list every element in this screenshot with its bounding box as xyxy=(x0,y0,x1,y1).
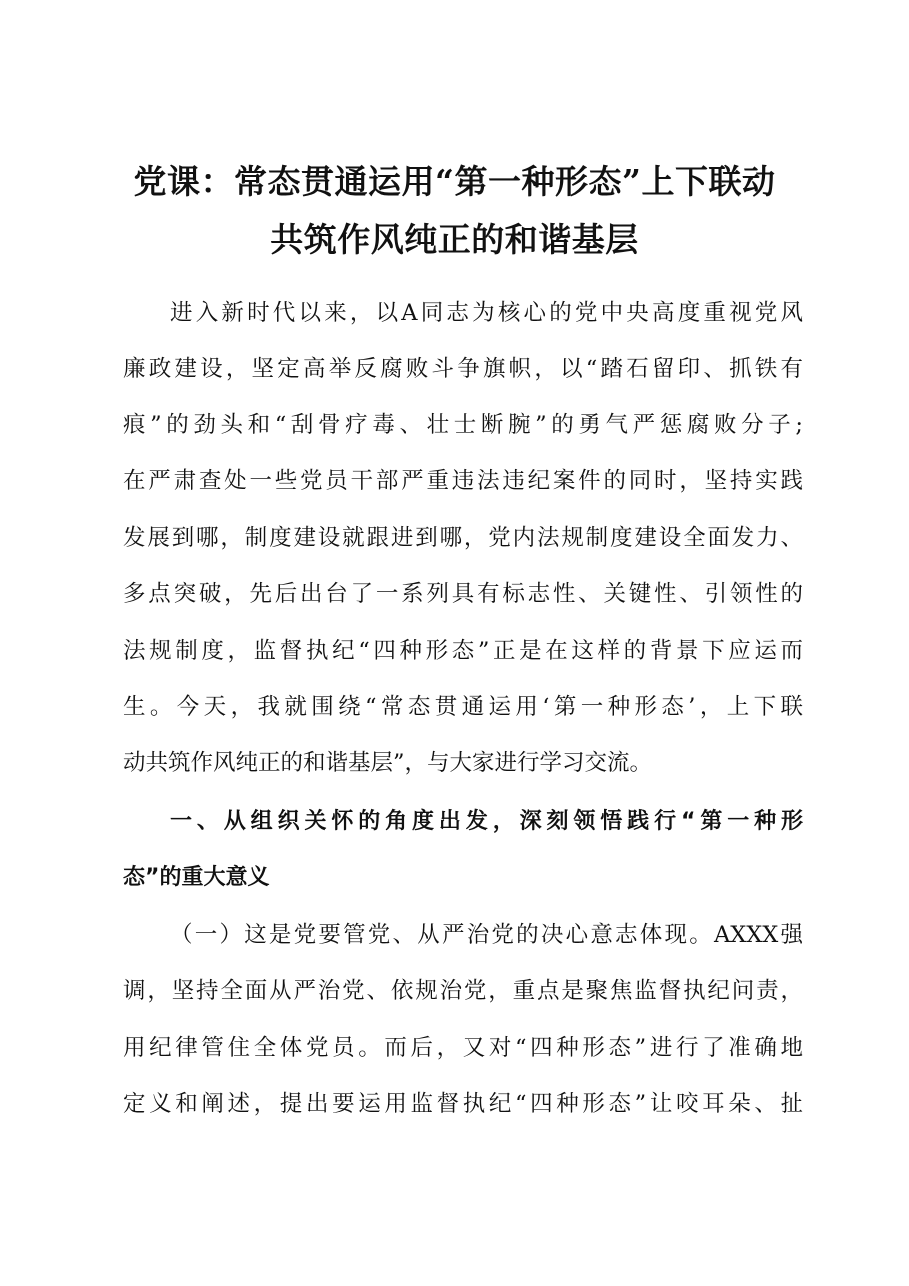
document-title-line-2: 共筑作风纯正的和谐基层 xyxy=(270,220,639,259)
paragraph-line: 廉政建设，坚定高举反腐败斗争旗帜，以“踏石留印、抓铁有 xyxy=(123,356,803,382)
paragraph-line: 法规制度，监督执纪“四种形态”正是在这样的背景下应运而 xyxy=(123,638,803,664)
paragraph-line: 在严肃查处一些党员干部严重违法违纪案件的同时，坚持实践 xyxy=(123,468,803,494)
paragraph-line: 调，坚持全面从严治党、依规治党，重点是聚焦监督执纪问责， xyxy=(123,978,803,1004)
paragraph-line: （一）这是党要管党、从严治党的决心意志体现。AXXX强 xyxy=(170,922,803,948)
paragraph-line: 发展到哪，制度建设就跟进到哪，党内法规制度建设全面发力、 xyxy=(123,525,803,551)
paragraph-line: 多点突破，先后出台了一系列具有标志性、关键性、引领性的 xyxy=(123,581,803,607)
section-heading-line-2: 态”的重大意义 xyxy=(123,865,270,890)
paragraph-line: 动共筑作风纯正的和谐基层”，与大家进行学习交流。 xyxy=(123,750,653,776)
section-heading-line-1: 一、从组织关怀的角度出发，深刻领悟践行“第一种形 xyxy=(170,809,803,834)
paragraph-line: 定义和阐述，提出要运用监督执纪“四种形态”让咬耳朵、扯 xyxy=(123,1091,803,1117)
paragraph-line: 生。今天，我就围绕“常态贯通运用‘第一种形态’，上下联 xyxy=(123,694,803,720)
paragraph-line: 用纪律管住全体党员。而后，又对“四种形态”进行了准确地 xyxy=(123,1035,803,1061)
document-title-line-1: 党课：常态贯通运用“第一种形态”上下联动 xyxy=(133,162,776,201)
paragraph-line: 进入新时代以来，以A同志为核心的党中央高度重视党风 xyxy=(170,300,803,326)
paragraph-line: 痕”的劲头和“刮骨疗毒、壮士断腕”的勇气严惩腐败分子; xyxy=(123,412,803,438)
